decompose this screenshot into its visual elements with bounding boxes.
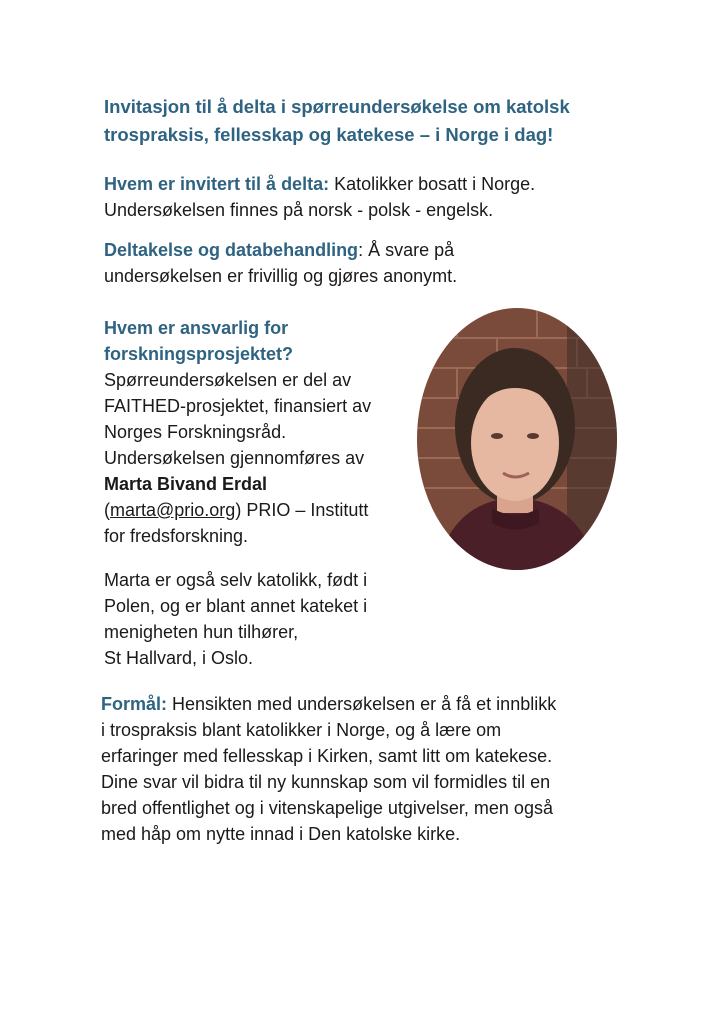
responsible-line: Norges Forskningsråd. bbox=[104, 422, 287, 442]
who-text: Undersøkelsen finnes på norsk - polsk - engelsk. bbox=[104, 200, 494, 220]
bio-line: menigheten hun tilhører, bbox=[104, 622, 299, 642]
purpose-line: erfaringer med fellesskap i Kirken, samt litt om katekese. bbox=[101, 746, 553, 766]
section-purpose bbox=[101, 691, 631, 847]
responsible-line: for fredsforskning. bbox=[104, 526, 249, 546]
purpose-line: Dine svar vil bidra til ny kunnskap som vil formidles til en bbox=[101, 772, 551, 792]
document-title bbox=[104, 93, 624, 149]
section-who-invited bbox=[104, 171, 624, 223]
bio-line: Polen, og er blant annet kateket i bbox=[104, 596, 368, 616]
section-responsible bbox=[104, 315, 414, 549]
purpose-label: Formål: bbox=[101, 694, 168, 714]
bio-line: Marta er også selv katolikk, født i bbox=[104, 570, 368, 590]
purpose-line: bred offentlighet og i vitenskapelige utgivelser, men også bbox=[101, 798, 553, 818]
bio-line: St Hallvard, i Oslo. bbox=[104, 648, 254, 668]
section-participation bbox=[104, 237, 624, 289]
email-link[interactable]: marta@prio.org bbox=[110, 500, 236, 520]
responsible-line: Spørreundersøkelsen er del av bbox=[104, 370, 352, 390]
email-open: ( bbox=[104, 500, 110, 520]
responsible-line: Undersøkelsen gjennomføres av bbox=[104, 448, 365, 468]
researcher-name: Marta Bivand Erdal bbox=[104, 474, 268, 494]
who-text: Katolikker bosatt i Norge. bbox=[329, 174, 536, 194]
institute-text: ) PRIO – Institutt bbox=[235, 500, 369, 520]
title-line: trospraksis, fellesskap og katekese – i Norge i dag! bbox=[104, 124, 554, 145]
title-line: Invitasjon til å delta i spørreundersøkelse om katolsk bbox=[104, 96, 570, 117]
purpose-line: i trospraksis blant katolikker i Norge, og å lære om bbox=[101, 720, 502, 740]
participation-text: undersøkelsen er frivillig og gjøres anonymt. bbox=[104, 266, 458, 286]
responsible-heading: forskningsprosjektet? bbox=[104, 344, 294, 364]
responsible-line: FAITHED-prosjektet, finansiert av bbox=[104, 396, 372, 416]
researcher-photo bbox=[417, 308, 617, 570]
purpose-line: Hensikten med undersøkelsen er å få et innblikk bbox=[167, 694, 557, 714]
section-bio bbox=[104, 567, 424, 671]
participation-label: Deltakelse og databehandling bbox=[104, 240, 359, 260]
participation-text: : Å svare på bbox=[358, 240, 455, 260]
responsible-heading: Hvem er ansvarlig for bbox=[104, 318, 289, 338]
purpose-line: med håp om nytte innad i Den katolske kirke. bbox=[101, 824, 461, 844]
who-label: Hvem er invitert til å delta: bbox=[104, 174, 330, 194]
